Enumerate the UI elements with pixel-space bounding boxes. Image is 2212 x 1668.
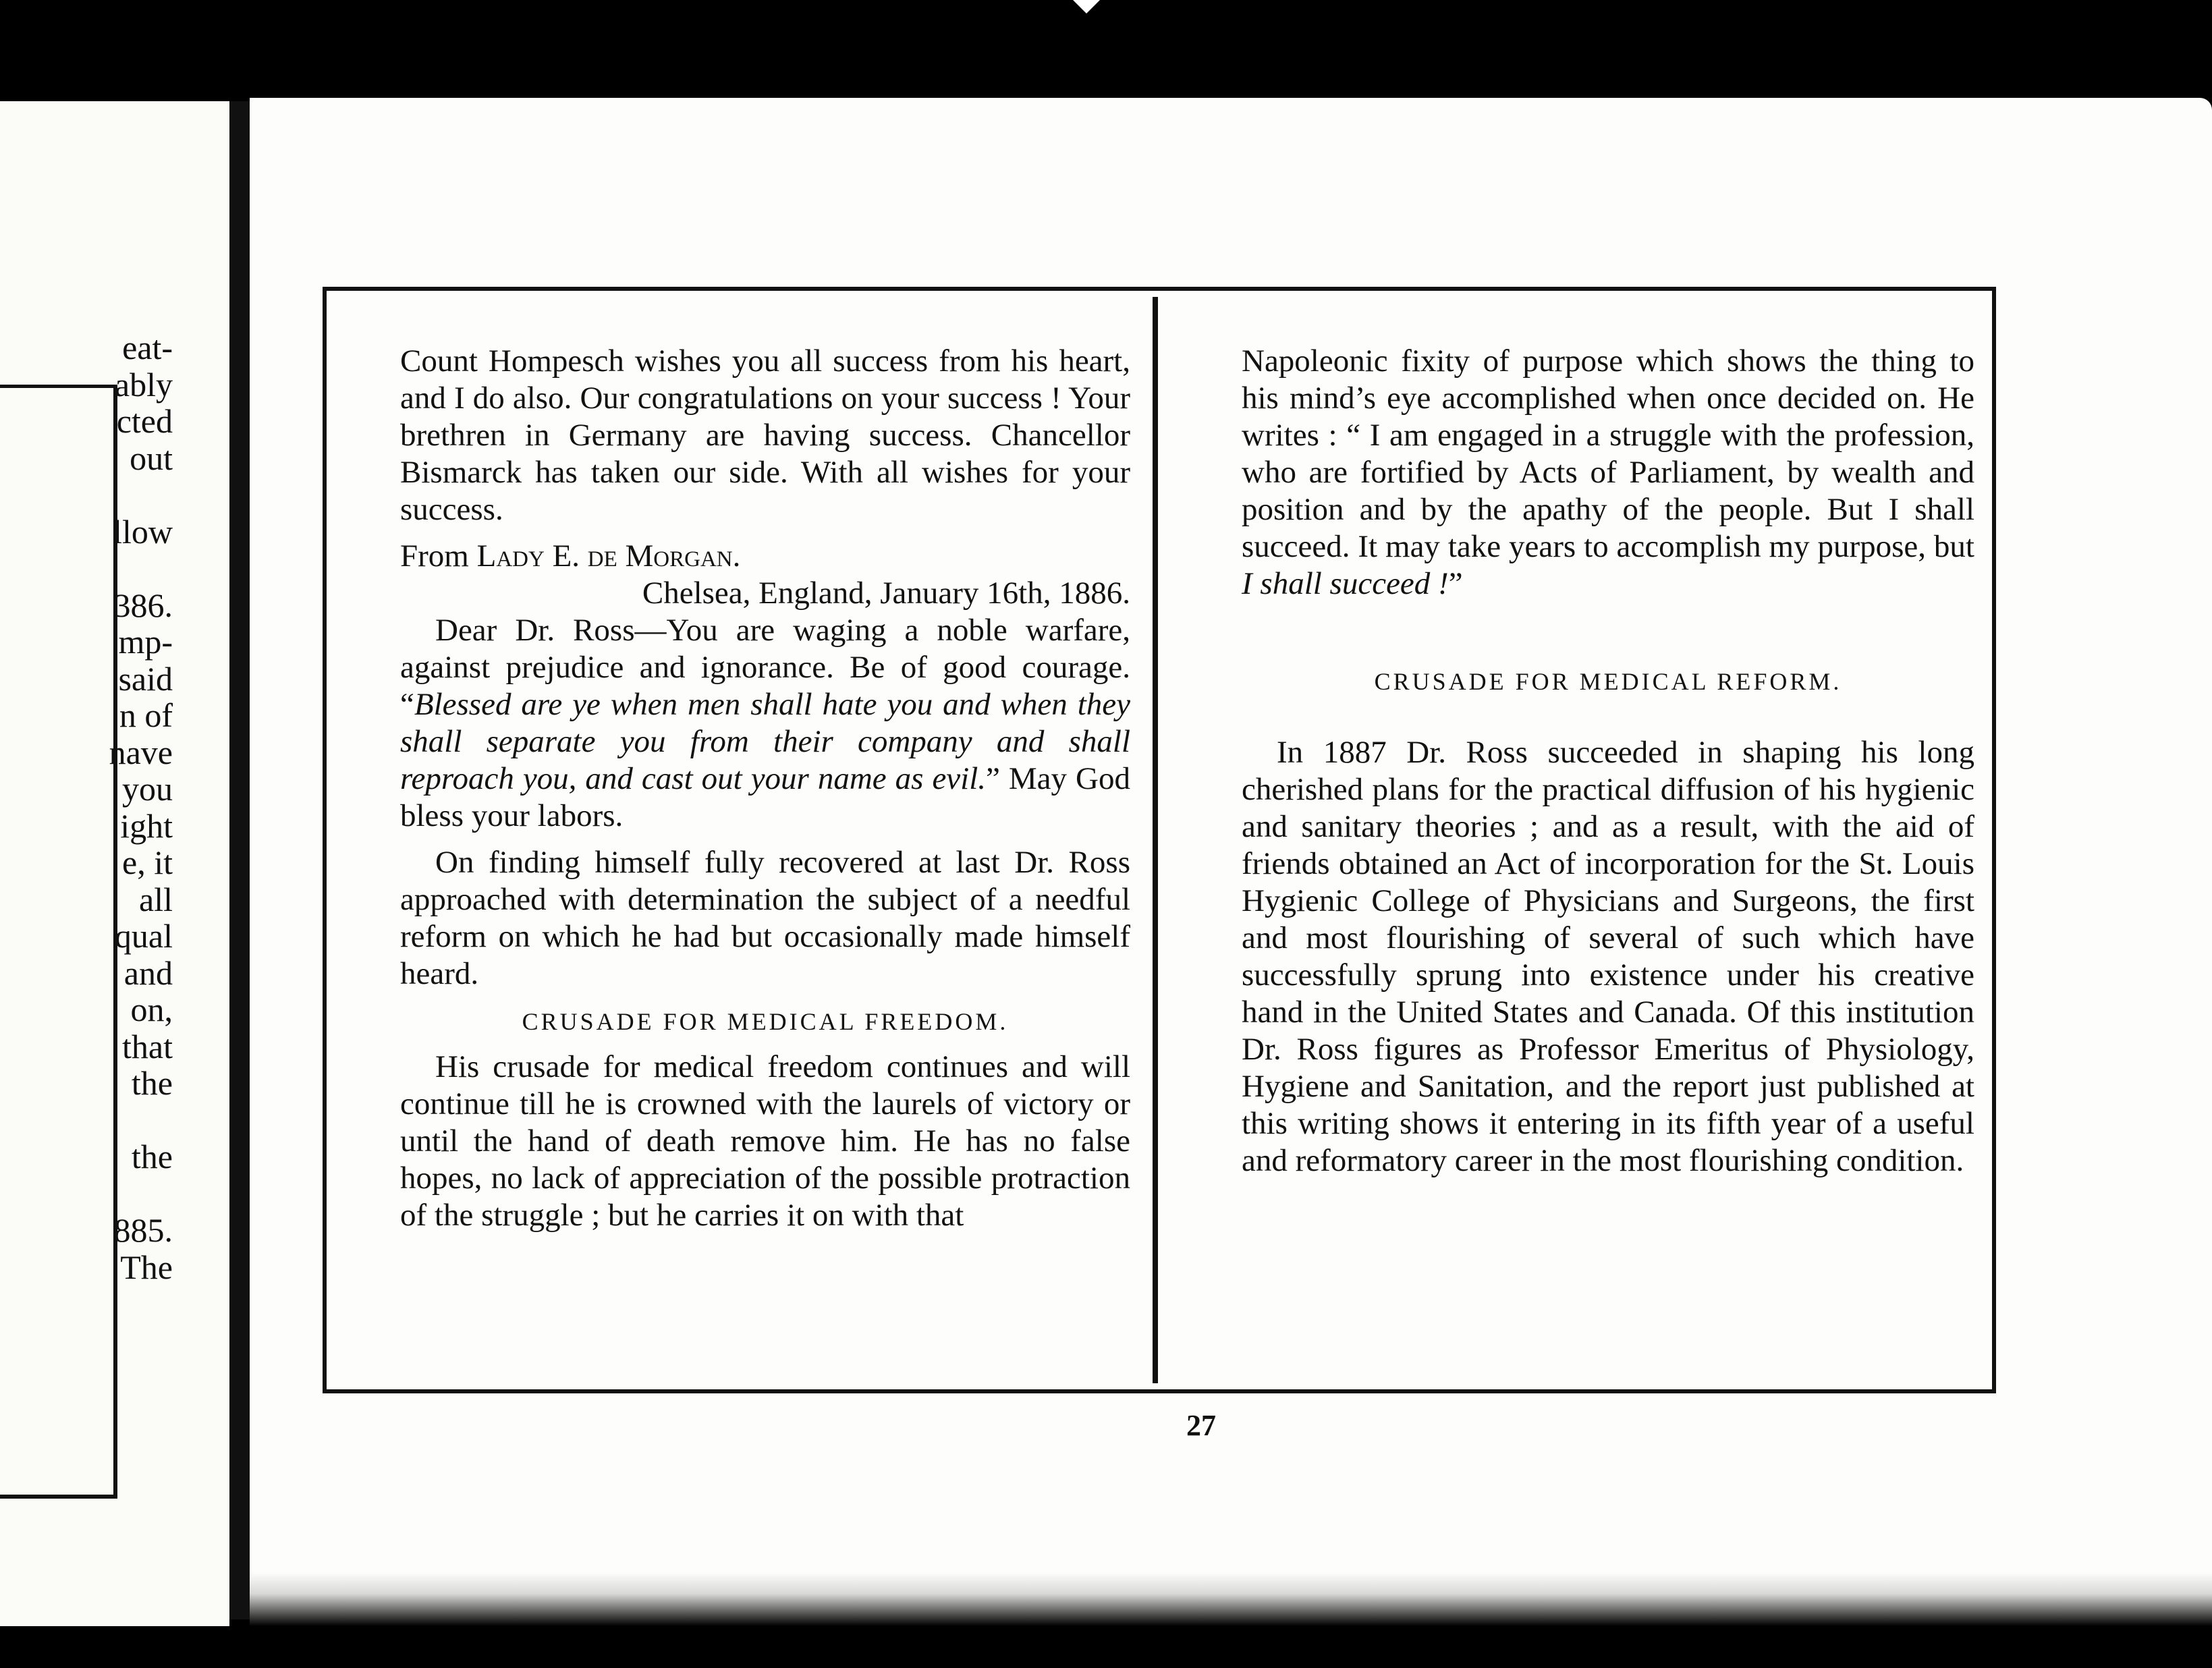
left-page-fragment: that [122, 1027, 173, 1065]
letter-end: ” May God bless your labors. [400, 761, 1130, 833]
paragraph-hompesch: Count Hompesch wishes you all success from his heart, and I do also. Our congratulations on your success ! Your brethren in Germany are having success. Chancellor Bismarck has taken our side. With all wishes for your success. [400, 343, 1130, 527]
left-page-fragment: you [113, 770, 173, 808]
left-page-fragment: said [118, 659, 173, 698]
left-page-fragment: 885. [113, 1211, 173, 1249]
left-page-fragment: cted [116, 402, 173, 440]
right-text-column [1242, 343, 1974, 1179]
column-divider [1153, 297, 1158, 1383]
from-prefix: From [400, 538, 469, 574]
left-page-fragment: the [123, 1064, 173, 1102]
paragraph-1887: In 1887 Dr. Ross succeeded in shaping his long cherished plans for the practical diffusion of his hygienic and sanitary theories ; and as a result, with the aid of friends obtained an Act of incorporation for the St. Louis Hygienic College of Physicians and Surgeons, the first and most flourishing of several of such which have successfully sprung into existence under his creative hand in the United States and Canada. Of this institution Dr. Ross figures as Professor Emeritus of Physiology, Hygiene and Sanitation, and the report just published at this writing shows it entering in its fifth year of a useful and reformatory career in the most flourishing condition. [1242, 735, 1974, 1178]
paragraph-napoleonic [1242, 343, 1974, 603]
shall-succeed-italic: I shall succeed ! [1242, 566, 1449, 601]
left-page-fragment: eat- [122, 329, 173, 366]
from-name: Lady E. de Morgan. [476, 538, 741, 574]
left-page-fragment: llow [113, 512, 173, 551]
left-page-fragment: ably [114, 365, 173, 404]
scan-background [0, 0, 2212, 101]
letter-dateline: Chelsea, England, January 16th, 1886. [642, 576, 1130, 611]
book-gutter [229, 101, 250, 1619]
left-page-fragment: 386. [113, 586, 173, 624]
left-page-fragment: the [123, 1138, 173, 1175]
left-page-fragment: ight [120, 806, 173, 845]
closing-quote: ” [1448, 566, 1463, 601]
letter-body [400, 612, 1130, 835]
left-page [0, 101, 229, 1626]
left-page-fragment: The [112, 1248, 173, 1286]
left-page-fragment: out [121, 439, 173, 477]
from-line [400, 538, 1130, 575]
napoleonic-text: Napoleonic fixity of purpose which shows the thing to his mind’s eye accomplished when once decided on. He writes : “ I am engaged in a struggle with the profession, who are fortified by Acts of Parliament, by wealth and position and by the apathy of the people. But I shall succeed. It may take years to accomplish my purpose, but [1242, 343, 1974, 564]
left-page-fragment: n of [119, 696, 173, 734]
left-page-frame [0, 385, 117, 1499]
page-bottom-shadow [250, 1572, 2212, 1626]
left-page-fragment: and [123, 953, 173, 992]
heading-medical-reform: CRUSADE FOR MEDICAL REFORM. [1374, 668, 1842, 695]
left-page-fragment: mp- [118, 623, 173, 661]
heading-medical-freedom: CRUSADE FOR MEDICAL FREEDOM. [522, 1008, 1009, 1035]
left-page-fragment: on, [122, 991, 173, 1028]
paragraph-crusade: His crusade for medical freedom continues and will continue till he is crowned with the laurels of victory or until the hand of death remove him. He has no false hopes, no lack of appreciation of the possible protraction of the struggle ; but he carries it on with that [400, 1049, 1130, 1233]
left-page-fragment: qual [114, 917, 173, 955]
page-number: 27 [1186, 1409, 1216, 1442]
left-page-fragment: nave [109, 733, 173, 771]
paragraph-reform: On finding himself fully recovered at last Dr. Ross approached with determination the subject of a needful reform on which he had but occasionally made himself heard. [400, 845, 1130, 991]
left-page-fragment: all [122, 880, 173, 918]
letter-quote: Blessed are ye when men shall hate you and when they shall separate you from their company and shall reproach you, and cast out your name as evil. [400, 687, 1130, 796]
left-page-fragment: e, it [122, 843, 173, 881]
left-text-column [400, 343, 1130, 1234]
letter-start: Dear Dr. Ross—You are waging a noble warfare, against prejudice and ignorance. Be of good courage. “ [400, 613, 1130, 722]
